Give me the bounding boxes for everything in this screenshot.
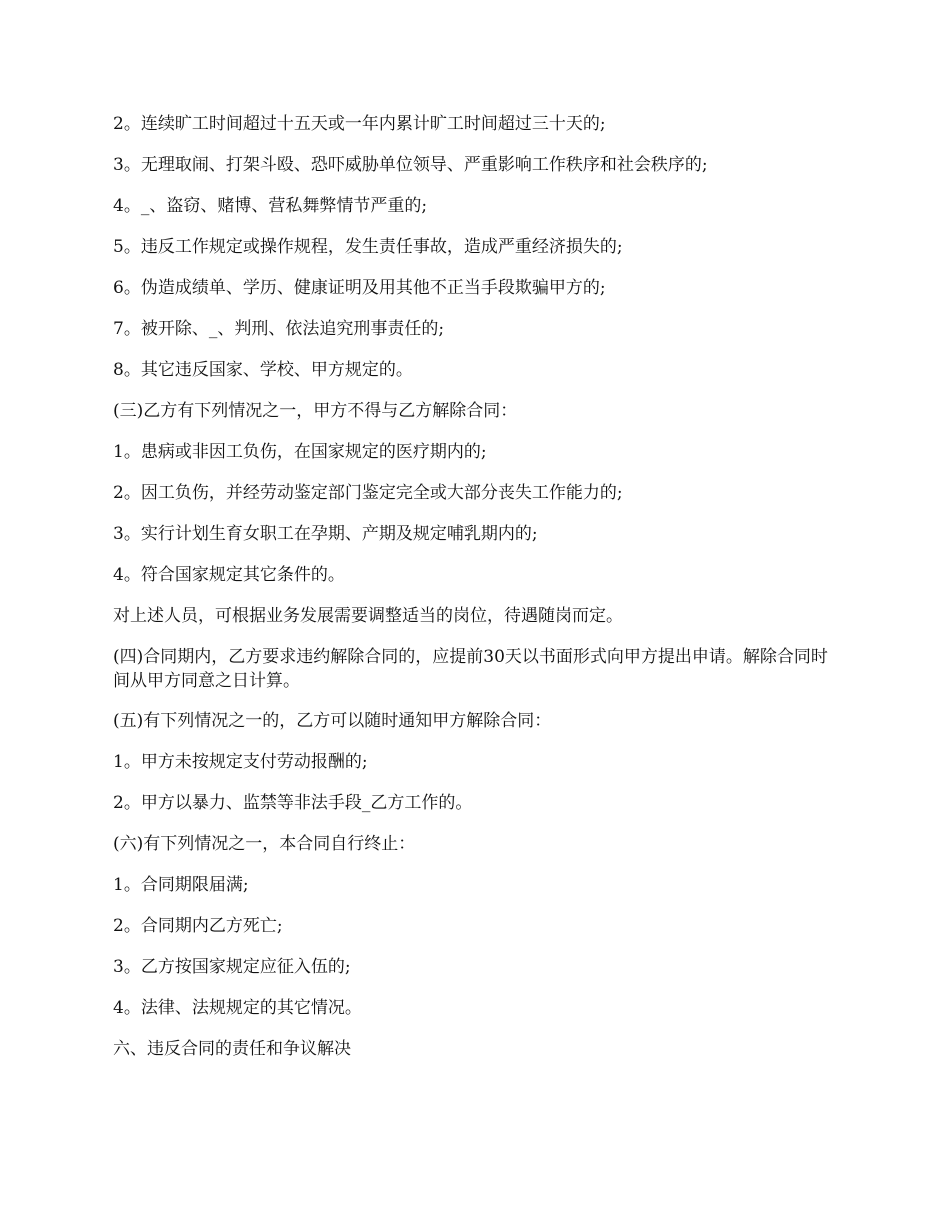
paragraph-item-2-injury: 2。因工负伤，并经劳动鉴定部门鉴定完全或大部分丧失工作能力的;	[113, 483, 623, 503]
paragraph-item-1-illness: 1。患病或非因工负伤，在国家规定的医疗期内的;	[113, 442, 487, 462]
paragraph-clause-2-absenteeism: 2。连续旷工时间超过十五天或一年内累计旷工时间超过三十天的;	[113, 114, 606, 134]
paragraph-note-adjustment: 对上述人员，可根据业务发展需要调整适当的岗位，待遇随岗而定。	[113, 606, 623, 626]
paragraph-clause-4-theft: 4。_、盗窃、赌博、营私舞弊情节严重的;	[113, 196, 428, 216]
paragraph-item-4-legal: 4。法律、法规规定的其它情况。	[113, 998, 362, 1018]
document-body	[113, 112, 833, 1078]
paragraph-item-3-pregnancy: 3。实行计划生育女职工在孕期、产期及规定哺乳期内的;	[113, 524, 538, 544]
chapter-heading-6: 六、违反合同的责任和争议解决	[113, 1039, 351, 1059]
paragraph-item-1-expiry: 1。合同期限届满;	[113, 875, 249, 895]
paragraph-item-2-coercion: 2。甲方以暴力、监禁等非法手段_乙方工作的。	[113, 793, 473, 813]
paragraph-item-3-enlistment: 3。乙方按国家规定应征入伍的;	[113, 957, 351, 977]
paragraph-clause-5-violation: 5。违反工作规定或操作规程，发生责任事故，造成严重经济损失的;	[113, 237, 623, 257]
section-heading-6: (六)有下列情况之一，本合同自行终止：	[113, 834, 416, 854]
paragraph-clause-7-criminal: 7。被开除、_、判刑、依法追究刑事责任的;	[113, 319, 445, 339]
paragraph-item-4-conditions: 4。符合国家规定其它条件的。	[113, 565, 345, 585]
section-heading-3: (三)乙方有下列情况之一，甲方不得与乙方解除合同：	[113, 401, 518, 421]
paragraph-clause-3-disruption: 3。无理取闹、打架斗殴、恐吓威胁单位领导、严重影响工作秩序和社会秩序的;	[113, 155, 708, 175]
paragraph-clause-8-other: 8。其它违反国家、学校、甲方规定的。	[113, 360, 413, 380]
paragraph-clause-6-forgery: 6。伪造成绩单、学历、健康证明及用其他不正当手段欺骗甲方的;	[113, 278, 606, 298]
paragraph-item-1-payment: 1。甲方未按规定支付劳动报酬的;	[113, 752, 368, 772]
section-heading-5: (五)有下列情况之一的，乙方可以随时通知甲方解除合同：	[113, 711, 552, 731]
section-heading-4: (四)合同期内，乙方要求违约解除合同的，应提前30天以书面形式向甲方提出申请。解除合同时间从甲方同意之日计算。	[113, 647, 828, 691]
paragraph-item-2-death: 2。合同期内乙方死亡;	[113, 916, 283, 936]
